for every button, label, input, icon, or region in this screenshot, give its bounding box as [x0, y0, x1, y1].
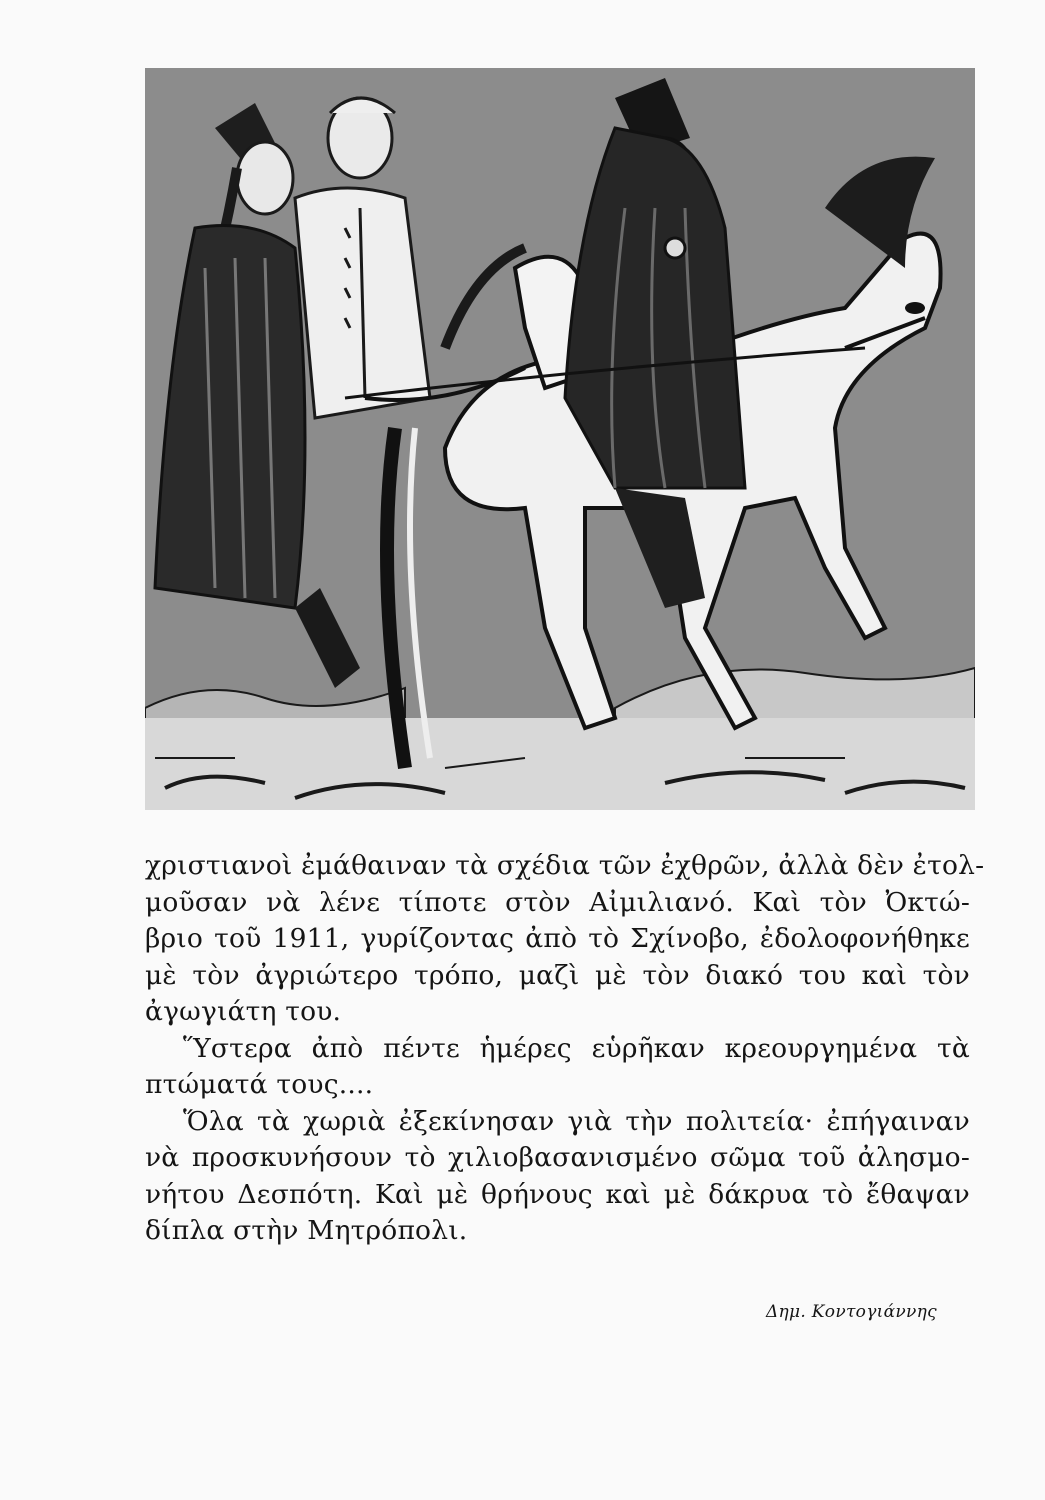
body-text	[145, 848, 985, 1250]
text-line-7: πτώματά τους....	[145, 1069, 374, 1100]
text-line-2: μοῦσαν νὰ λένε τίποτε στὸν Αἰμιλιανό. Καὶ τὸν Ὀκτώ-	[145, 886, 970, 918]
text-line-1: χριστιανοὶ ἐμάθαιναν τὰ σχέδια τῶν ἐχθρῶν, ἀλλὰ δὲν ἐτολ-	[145, 850, 985, 881]
text-line-9: νὰ προσκυνήσουν τὸ χιλιοβασανισμένο σῶμα τοῦ ἀλησμο-	[145, 1142, 970, 1173]
text-line-4: μὲ τὸν ἀγριώτερο τρόπο, μαζὶ μὲ τὸν διακό του καὶ τὸν	[145, 959, 970, 991]
text-line-8: Ὅλα τὰ χωριὰ ἐξεκίνησαν γιὰ τὴν πολιτεία· ἐπήγαιναν	[183, 1105, 970, 1137]
author-signature: Δημ. Κοντογιάννης	[765, 1302, 937, 1322]
text-line-6: Ὕστερα ἀπὸ πέντε ἡμέρες εὑρῆκαν κρεουργημένα τὰ	[183, 1032, 970, 1064]
text-line-3: βριο τοῦ 1911, γυρίζοντας ἀπὸ τὸ Σχίνοβο, ἐδολοφονήθηκε	[145, 923, 970, 954]
illustration-art	[145, 68, 975, 810]
text-line-10: νήτου Δεσπότη. Καὶ μὲ θρήνους καὶ μὲ δάκρυα τὸ ἔθαψαν	[145, 1178, 970, 1210]
text-line-11: δίπλα στὴν Μητρόπολι.	[145, 1215, 468, 1246]
ground	[145, 718, 975, 810]
text-line-5: ἀγωγιάτη του.	[145, 996, 342, 1027]
woodcut-illustration	[145, 68, 975, 810]
